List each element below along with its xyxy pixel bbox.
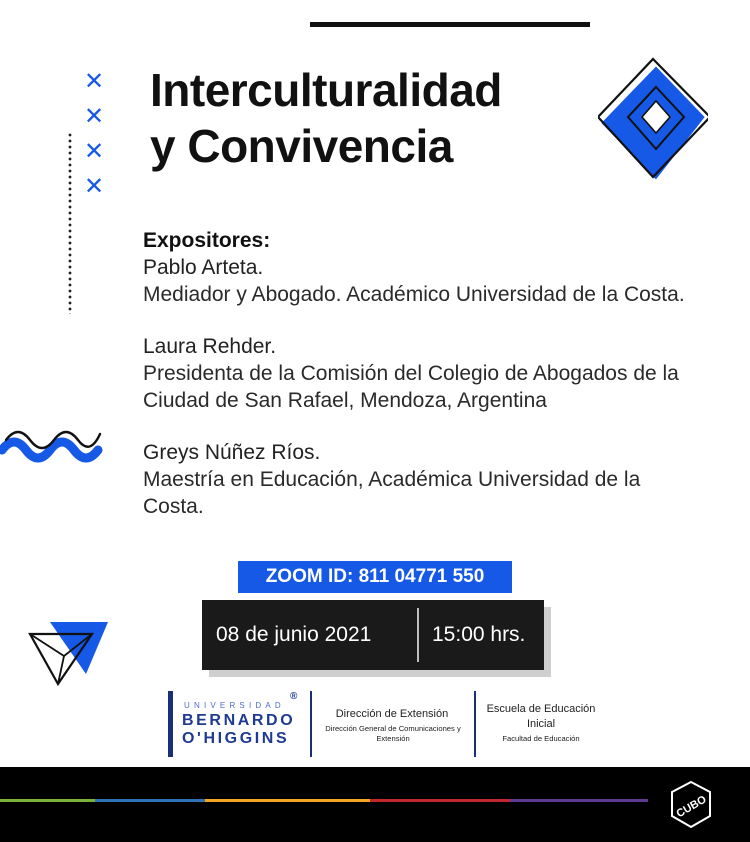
cubo-logo-icon [668, 779, 714, 831]
extension-subtitle: Dirección General de Comunicaciones y Extensión [325, 724, 461, 743]
diamond-icon [598, 57, 708, 183]
speaker-item [143, 333, 723, 414]
wave-icon [0, 420, 104, 464]
speaker-name: Laura Rehder. [143, 335, 277, 358]
speakers-section [143, 227, 723, 545]
escuela-subtitle: Facultad de Educación [502, 734, 580, 743]
ubo-logo-line1: BERNARDO [182, 712, 296, 729]
ubo-logo-line2: O'HIGGINS [182, 730, 290, 747]
registered-mark: ® [290, 691, 298, 702]
extension-title: Dirección de Extensión [335, 708, 449, 720]
ubo-logo-small: UNIVERSIDAD [184, 701, 285, 710]
speaker-description: Mediador y Abogado. Académico Universidad de la Costa. [143, 283, 685, 306]
speakers-heading: Expositores: [143, 229, 271, 252]
speaker-name: Greys Núñez Ríos. [143, 441, 321, 464]
speaker-name: Pablo Arteta. [143, 256, 264, 279]
cross-icon: ✕ [83, 137, 105, 165]
event-date: 08 de junio 2021 [216, 623, 372, 646]
speaker-item [143, 439, 723, 520]
dotted-line-decoration [67, 132, 73, 314]
escuela-title: Escuela de Educación Inicial [486, 703, 596, 730]
footer-bar [0, 767, 750, 842]
logo-separator [310, 691, 312, 757]
title-line-2: y Convivencia [150, 120, 453, 172]
cross-icon: ✕ [83, 172, 105, 200]
event-datetime-box [202, 600, 544, 670]
speaker-description: Presidenta de la Comisión del Colegio de Abogados de la Ciudad de San Rafael, Mendoza, Argentina [143, 362, 679, 412]
ubo-logo-bar [168, 691, 173, 757]
color-stripe [0, 799, 648, 802]
cubo-logo-text: CUBO [674, 793, 709, 821]
speaker-item [143, 254, 723, 308]
title-line-1: Interculturalidad [150, 64, 502, 116]
logos-row [168, 688, 608, 760]
cross-icon: ✕ [83, 67, 105, 95]
triangle-icon [28, 620, 112, 686]
speaker-description: Maestría en Educación, Académica Universidad de la Costa. [143, 468, 641, 518]
datetime-divider [417, 608, 419, 662]
cross-decoration [82, 64, 106, 204]
zoom-id-badge: ZOOM ID: 811 04771 550 [238, 561, 512, 593]
cross-icon: ✕ [83, 102, 105, 130]
logo-separator [474, 691, 476, 757]
page-title [150, 62, 502, 174]
top-rule [310, 22, 590, 27]
event-time: 15:00 hrs. [432, 623, 526, 646]
